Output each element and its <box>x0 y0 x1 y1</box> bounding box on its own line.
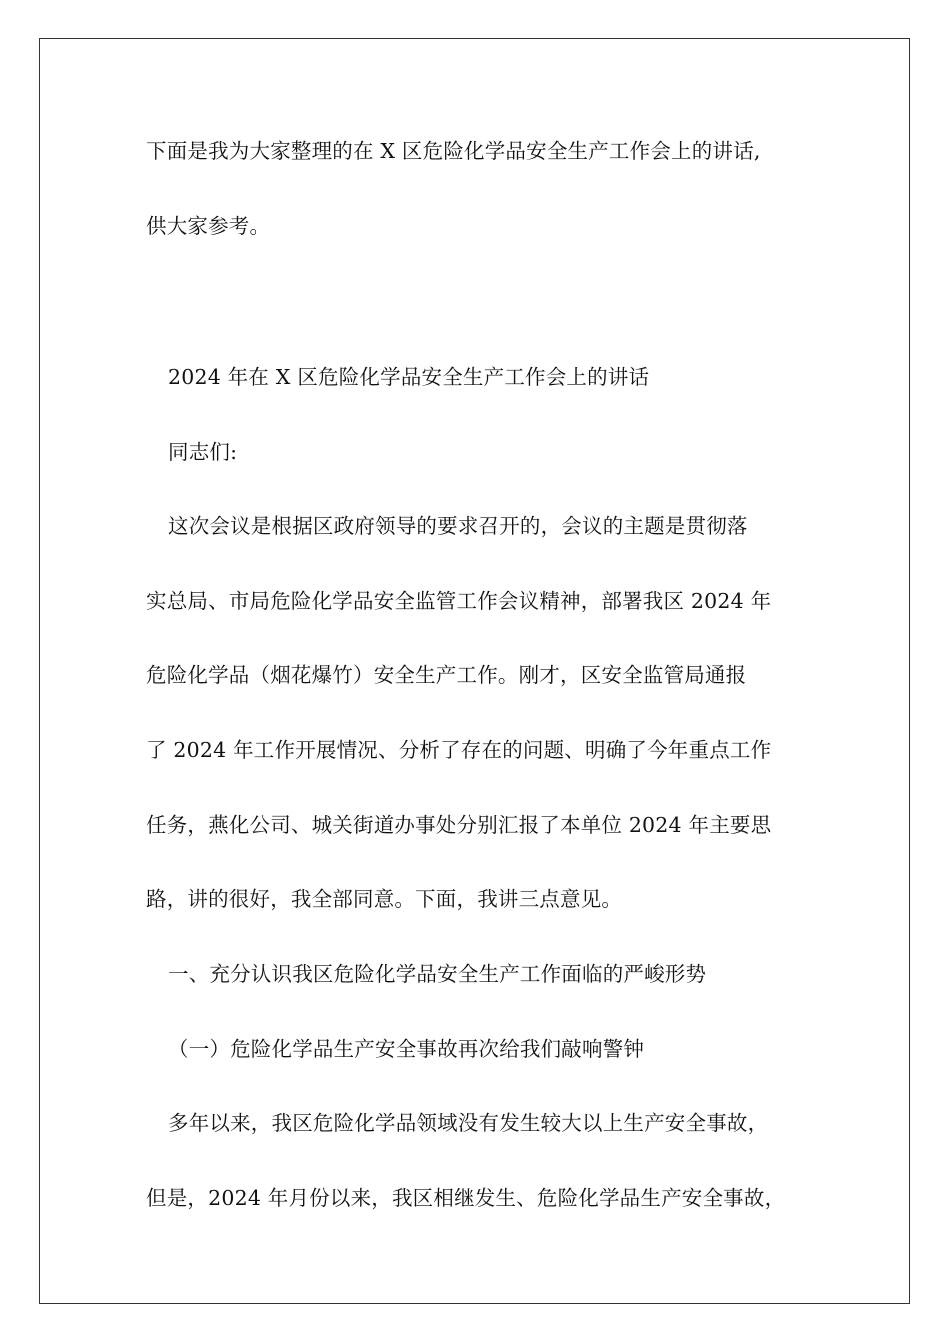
document-title: 2024 年在 X 区危险化学品安全生产工作会上的讲话 <box>168 365 650 389</box>
paragraph1-line-2: 实总局、市局危险化学品安全监管工作会议精神，部署我区 2024 年 <box>146 589 772 613</box>
paragraph2-line-1: 多年以来，我区危险化学品领域没有发生较大以上生产安全事故， <box>168 1111 769 1135</box>
paragraph1-line-5: 任务，燕化公司、城关街道办事处分别汇报了本单位 2024 年主要思 <box>146 813 772 837</box>
paragraph1-line-6: 路，讲的很好，我全部同意。下面，我讲三点意见。 <box>146 887 623 911</box>
paragraph1-line-1: 这次会议是根据区政府领导的要求召开的，会议的主题是贯彻落 <box>168 514 748 538</box>
salutation: 同志们: <box>168 440 238 464</box>
paragraph1-line-4: 了 2024 年工作开展情况、分析了存在的问题、明确了今年重点工作 <box>146 738 772 762</box>
intro-line-1: 下面是我为大家整理的在 X 区危险化学品安全生产工作会上的讲话, <box>146 139 761 163</box>
subsection-heading-1: （一）危险化学品生产安全事故再次给我们敲响警钟 <box>168 1037 645 1061</box>
paragraph1-line-3: 危险化学品（烟花爆竹）安全生产工作。刚才，区安全监管局通报 <box>146 663 747 687</box>
intro-line-2: 供大家参考。 <box>146 214 271 238</box>
section-heading-1: 一、充分认识我区危险化学品安全生产工作面临的严峻形势 <box>168 962 707 986</box>
paragraph2-line-2: 但是，2024 年月份以来，我区相继发生、危险化学品生产安全事故， <box>146 1186 786 1210</box>
